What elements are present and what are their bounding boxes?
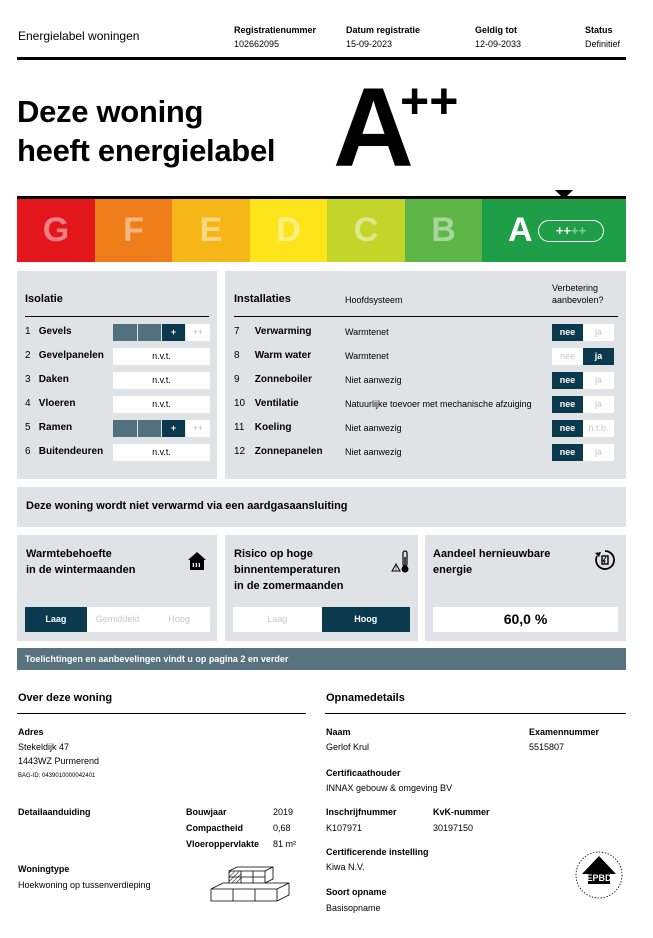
isolatie-row-vloeren: 4 Vloeren [25,398,76,409]
adres-line1: Stekeldijk 47 [18,742,70,752]
daken-nvt: n.v.t. [113,372,210,389]
advice-warm-water: nee ja [552,348,614,365]
isolatie-title: Isolatie [25,293,63,305]
energy-scale [17,199,626,262]
examennummer-label: Examennummer [529,727,600,737]
hernieuwbare-title: Aandeel hernieuwbare energie [433,548,551,576]
scale-segment-f: F [95,199,172,262]
scale-segment-c: C [327,199,405,262]
label-plus: ++ [400,73,459,129]
adres-line2: 1443WZ Purmerend [18,756,100,766]
detailaanduiding-label: Detailaanduiding [18,807,91,817]
certificerende-instelling-label: Certificerende instelling [326,847,429,857]
system-zonnepanelen: Niet aanwezig [345,447,402,457]
advice-ventilatie: nee ja [552,396,614,413]
risico-panel [225,535,418,641]
system-koeling: Niet aanwezig [345,423,402,433]
isolatie-row-gevelpanelen: 2 Gevelpanelen [25,350,104,361]
certificerende-instelling-value: Kiwa N.V. [326,862,365,872]
vloeroppervlakte-label: Vloeroppervlakte [186,839,260,849]
advice-zonnepanelen: nee ja [552,444,614,461]
document-title: Energielabel woningen [18,29,140,43]
toelichtingen-text: Toelichtingen en aanbevelingen vindt u op pagina 2 en verder [25,654,289,664]
certificaathouder-label: Certificaathouder [326,768,401,778]
installaties-title: Installaties [234,293,291,305]
ramen-rating [113,420,210,437]
header-geldig-tot: Geldig tot 12-09-2033 [475,25,522,49]
installatie-row-zonnepanelen: 12 Zonnepanelen [234,446,323,457]
rating-cell [138,420,161,437]
system-verwarming: Warmtenet [345,327,389,337]
header-registratienummer: Registratienummer 102662095 [234,25,317,49]
rating-cell [113,324,137,341]
soort-opname-label: Soort opname [326,887,387,897]
installatie-row-verwarming: 7 Verwarming [234,326,312,337]
opnamedetails-divider [325,713,626,714]
kvk-value: 30197150 [433,823,474,833]
compactheid-label: Compactheid [186,823,244,833]
rating-cell: ++ [186,324,210,341]
installatie-row-warm-water: 8 Warm water [234,350,312,361]
examennummer-value: 5515807 [529,742,565,752]
gevels-rating [113,324,210,341]
kvk-label: KvK-nummer [433,807,490,817]
isolatie-panel [17,271,217,479]
scale-segment-d: D [250,199,327,262]
advice-verwarming: nee ja [552,324,614,341]
label-letter: A [333,65,410,190]
naam-label: Naam [326,727,351,737]
system-warm-water: Warmtenet [345,351,389,361]
rating-cell: ++ [186,420,210,437]
gas-notice-panel [17,487,626,527]
scale-segment-b: B [405,199,482,262]
header-divider [17,57,626,60]
system-zonneboiler: Niet aanwezig [345,375,402,385]
warmtebehoefte-title: Warmtebehoefte in de wintermaanden [26,548,136,576]
plus-indicator-pill: ++++ [538,220,604,242]
gevelpanelen-nvt: n.v.t. [113,348,210,365]
header-datum-registratie: Datum registratie 15-09-2023 [346,25,421,49]
soort-opname-value: Basisopname [326,903,381,913]
bouwjaar-value: 2019 [273,807,294,817]
rating-cell: + [162,420,185,437]
isolatie-row-ramen: 5 Ramen [25,422,73,433]
renewable-energy-icon [593,548,617,572]
certificaathouder-value: INNAX gebouw & omgeving BV [326,783,453,793]
isolatie-row-buitendeuren: 6 Buitendeuren [25,446,104,457]
epbd-logo-text: EPBD [586,873,612,883]
scale-pointer [555,190,573,199]
adres-label: Adres [18,727,44,737]
inschrijfnummer-label: Inschrijfnummer [326,807,397,817]
isolatie-divider [25,316,209,317]
hernieuwbare-value: 60,0 % [433,607,618,632]
house-heat-icon [186,550,208,572]
naam-value: Gerlof Krul [326,742,370,752]
rating-cell: + [162,324,185,341]
scale-segment-a: A ++++ [482,199,626,262]
building-icon [207,865,293,905]
system-ventilatie: Natuurlijke toevoer met mechanische afzuiging [345,399,532,409]
isolatie-row-gevels: 1 Gevels [25,326,72,337]
col-hoofdsysteem: Hoofdsysteem [345,295,403,305]
installaties-panel [225,271,626,479]
inschrijfnummer-value: K107971 [326,823,363,833]
installatie-row-ventilatie: 10 Ventilatie [234,398,299,409]
vloeroppervlakte-value: 81 m² [273,839,297,849]
advice-zonneboiler: nee ja [552,372,614,389]
installatie-row-zonneboiler: 9 Zonneboiler [234,374,313,385]
gas-notice-text: Deze woning wordt niet verwarmd via een aardgasaansluiting [26,500,348,512]
svg-text:!: ! [395,566,397,572]
compactheid-value: 0,68 [273,823,291,833]
hernieuwbare-panel [425,535,626,641]
header-status: Status Definitief [585,25,621,49]
scale-segment-e: E [172,199,250,262]
over-woning-title: Over deze woning [18,692,113,704]
over-woning-divider [17,713,306,714]
buitendeuren-nvt: n.v.t. [113,444,210,461]
woningtype-value: Hoekwoning op tussenverdieping [18,880,151,890]
advice-koeling: nee n.t.b. [552,420,614,437]
headline: Deze woning heeft energielabel [17,94,276,168]
rating-cell [138,324,161,341]
thermometer-warning-icon [391,549,411,575]
bouwjaar-label: Bouwjaar [186,807,227,817]
risico-title: Risico op hoge binnentemperaturen in de zomermaanden [234,548,344,592]
woningtype-label: Woningtype [18,864,70,874]
scale-segment-g: G [17,199,95,262]
vloeren-nvt: n.v.t. [113,396,210,413]
col-verbetering: Verbetering aanbevolen? [552,283,604,305]
installatie-row-koeling: 11 Koeling [234,422,292,433]
bag-id: BAG-ID: 0439010000042401 [18,773,96,779]
installaties-divider [234,316,618,317]
isolatie-row-daken: 3 Daken [25,374,69,385]
toelichtingen-bar [17,648,626,670]
warmtebehoefte-scale: Laag Gemiddeld Hoog [25,607,210,632]
warmtebehoefte-panel [17,535,217,641]
opnamedetails-title: Opnamedetails [326,692,405,704]
rating-cell [113,420,137,437]
epbd-logo [574,850,624,900]
risico-scale: Laag Hoog [233,607,410,632]
